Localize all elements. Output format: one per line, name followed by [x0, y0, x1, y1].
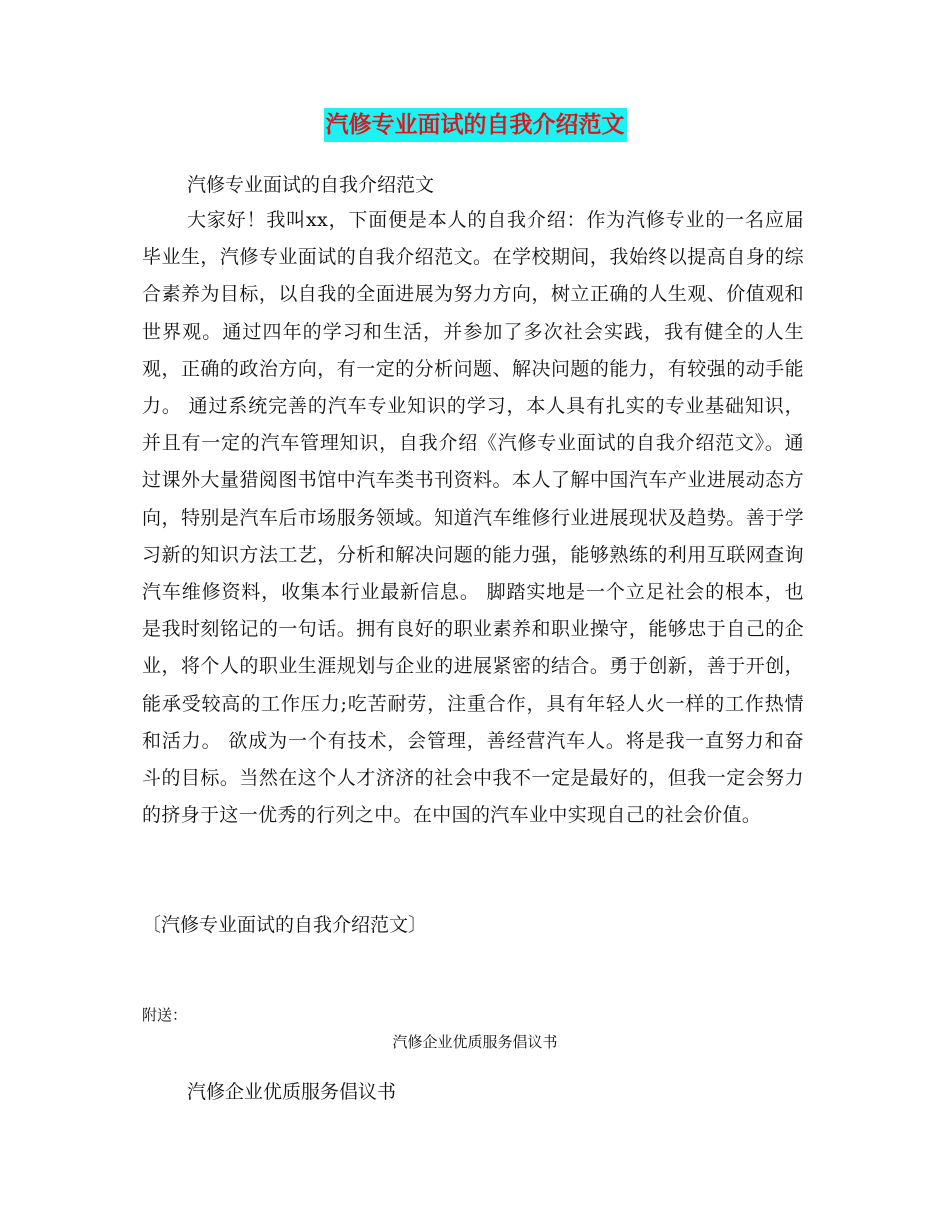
attachment-title: 汽修企业优质服务倡议书	[187, 1081, 397, 1103]
document-subtitle: 汽修专业面试的自我介绍范文	[187, 174, 435, 196]
document-title: 汽修专业面试的自我介绍范文	[324, 108, 627, 142]
document-closing: 〔汽修专业面试的自我介绍范文〕	[142, 914, 428, 936]
attachment-heading: 汽修企业优质服务倡议书	[392, 1033, 558, 1051]
title-container	[0, 108, 950, 142]
document-body: 大家好！我叫xx，下面便是本人的自我介绍：作为汽修专业的一名应届毕业生，汽修专业面试的自我介绍范文。在学校期间，我始终以提高自身的综合素养为目标，以自我的全面进展为努力方向，树立正确的人生观、价值观和世界观。通过四年的学习和生活，并参加了多次社会实践，我有健全的人生观，正确的政治方向，有一定的分析问题、解决问题的能力，有较强的动手能力。 通过系统完善的汽车专业知识的学习，本人具有扎实的专业基础知识，并且有一定的汽车管理知识，自我介绍《汽修专业面试的自我介绍范文》。通过课外大量猎阅图书馆中汽车类书刊资料。本人了解中国汽车产业进展动态方向，特别是汽车后市场服务领域。知道汽车维修行业进展现状及趋势。善于学习新的知识方法工艺，分析和解决问题的能力强，能够熟练的利用互联网查询汽车维修资料，收集本行业最新信息。 脚踏实地是一个立足社会的根本，也是我时刻铭记的一句话。拥有良好的职业素养和职业操守，能够忠于自己的企业，将个人的职业生涯规划与企业的进展紧密的结合。勇于创新，善于开创，能承受较高的工作压力;吃苦耐劳，注重合作，具有年轻人火一样的工作热情和活力。 欲成为一个有技术，会管理，善经营汽车人。将是我一直努力和奋斗的目标。当然在这个人才济济的社会中我不一定是最好的，但我一定会努力的挤身于这一优秀的行列之中。在中国的汽车业中实现自己的社会价值。	[142, 209, 804, 827]
attachment-label: 附送：	[142, 1006, 188, 1024]
